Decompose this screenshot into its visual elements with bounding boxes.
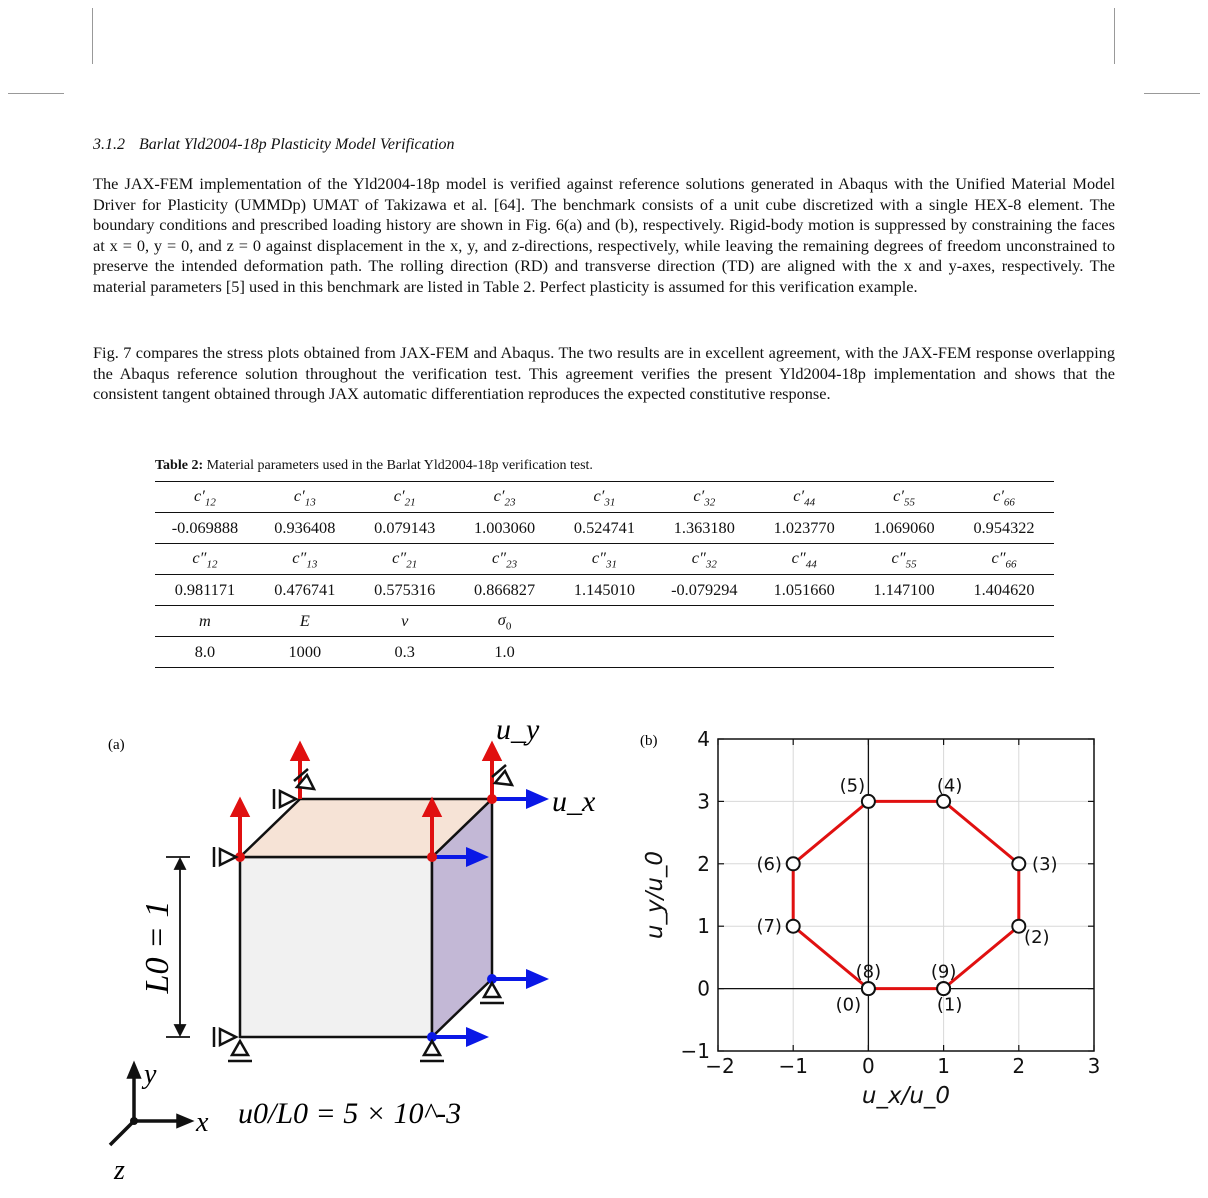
origin-dot [130, 1117, 138, 1125]
table-header-cell: $c''_{23}$ [455, 544, 555, 575]
table-value-cell: 0.866827 [455, 575, 555, 606]
table-empty-cell [754, 606, 854, 637]
table-empty-cell [854, 606, 954, 637]
table-header-cell: $c'_{31}$ [555, 482, 655, 513]
y-tick-label: 1 [697, 914, 710, 939]
point-label: (6) [756, 853, 782, 875]
loading-point [862, 795, 875, 808]
table-empty-cell [954, 606, 1054, 637]
table-caption-text: Material parameters used in the Barlat Yld2004-18p verification test. [206, 458, 593, 473]
axis-z-label: z [114, 1155, 125, 1186]
table-header-cell: $c'_{66}$ [954, 482, 1054, 513]
x-tick-label: 0 [862, 1054, 875, 1078]
table-header-cell: $c'_{44}$ [754, 482, 854, 513]
table-value-row [155, 637, 1054, 668]
length-label: L0 = 1 [139, 900, 176, 994]
table-value-cell: 0.954322 [954, 513, 1054, 544]
x-tick-label: 3 [1087, 1054, 1101, 1078]
table-value-cell: 0.575316 [355, 575, 455, 606]
y-tick-label: 3 [697, 789, 710, 814]
table-header-cell: $c''_{66}$ [954, 544, 1054, 575]
table-empty-cell [854, 637, 954, 668]
loading-point [862, 982, 875, 995]
table-value-cell: 0.524741 [555, 513, 655, 544]
table-value-cell: -0.079294 [654, 575, 754, 606]
table-header-cell: $c'_{55}$ [854, 482, 954, 513]
point-label: (4) [936, 775, 963, 797]
point-label: (8) [855, 961, 882, 983]
y-tick-label: −1 [680, 1039, 710, 1063]
table-header-cell: $c'_{32}$ [654, 482, 754, 513]
table-header-cell: $c''_{13}$ [255, 544, 355, 575]
point-label: (5) [839, 775, 866, 797]
table-empty-cell [654, 606, 754, 637]
crop-mark [1144, 93, 1200, 94]
plot-frame [718, 739, 1094, 1051]
x-tick-label: −1 [778, 1054, 808, 1078]
table-header-cell: $\sigma_0$ [455, 606, 555, 637]
y-tick-label: 0 [697, 976, 710, 1001]
crop-mark [8, 93, 64, 94]
table-empty-cell [754, 637, 854, 668]
table-value-cell: 8.0 [155, 637, 255, 668]
table-value-cell: 1.023770 [754, 513, 854, 544]
table-header-cell: m [155, 606, 255, 637]
table-header-cell: $c''_{55}$ [854, 544, 954, 575]
table-value-cell: 0.936408 [255, 513, 355, 544]
node-dot [427, 852, 437, 862]
table-header-cell: E [255, 606, 355, 637]
table-value-cell: 1.069060 [854, 513, 954, 544]
table-empty-cell [555, 606, 655, 637]
table-caption-label: Table 2: [155, 458, 204, 473]
figure-a-label: (a) [108, 737, 125, 753]
section-number: 3.1.2 [93, 136, 125, 153]
axis-y-label: y [144, 1059, 157, 1090]
loading-point [1012, 857, 1025, 870]
point-label: (9) [930, 961, 957, 983]
table-value-cell: 1.0 [455, 637, 555, 668]
table-value-cell: 0.079143 [355, 513, 455, 544]
ux-label: u_x [552, 785, 596, 818]
y-tick-label: 4 [697, 727, 710, 751]
point-label: (7) [756, 916, 782, 938]
x-tick-label: −2 [705, 1054, 735, 1078]
table-value-cell: 1.003060 [455, 513, 555, 544]
crop-mark [1114, 8, 1115, 64]
uy-label: u_y [496, 713, 540, 746]
table-value-cell: 1.404620 [954, 575, 1054, 606]
crop-mark [92, 8, 93, 64]
table-header-cell: $c''_{32}$ [654, 544, 754, 575]
table-value-cell: -0.069888 [155, 513, 255, 544]
table-header-cell: $c'_{21}$ [355, 482, 455, 513]
table-value-cell: 1000 [255, 637, 355, 668]
paragraph: The JAX-FEM implementation of the Yld2004-18p model is verified against reference solutions generated in Abaqus with the Unified Material Model Driver for Plasticity (UMMDp) UMAT of Takizawa et al. [64]. The benchmark consists of a unit cube discretized with a single HEX-8 element. The boundary conditions and prescribed loading history are shown in Fig. 6(a) and (b), respectively. Rigid-body motion is suppressed by constraining the faces at x = 0, y = 0, and z = 0 against displacement in the x, y, and z-directions, respectively, while leaving the remaining degrees of freedom unconstrained to preserve the intended deformation path. The rolling direction (RD) and transverse direction (TD) are aligned with the x and y-axes, respectively. The material parameters [5] used in this benchmark are listed in Table 2. Perfect plasticity is assumed for this verification example. [93, 174, 1115, 296]
paragraph: Fig. 7 compares the stress plots obtained from JAX-FEM and Abaqus. The two results are in excellent agreement, with the JAX-FEM response overlapping the Abaqus reference solution throughout the verification test. This agreement verifies the present Yld2004-18p implementation and shows that the consistent tangent obtained through JAX automatic differentiation reproduces the expected constitutive response. [93, 343, 1115, 403]
table-value-cell: 1.051660 [754, 575, 854, 606]
section-heading [93, 136, 455, 154]
loading-point [787, 920, 800, 933]
loading-point [937, 982, 950, 995]
table-value-cell: 0.981171 [155, 575, 255, 606]
y-axis-label: u_y/u_0 [642, 850, 668, 940]
axis-x-label: x [196, 1107, 209, 1138]
loading-path-line [793, 801, 1019, 988]
x-tick-label: 1 [937, 1054, 950, 1078]
figure-a-cube-diagram [100, 705, 596, 1195]
table-header-row [155, 606, 1054, 637]
table-caption [155, 458, 593, 474]
table-value-cell: 0.476741 [255, 575, 355, 606]
loading-point [787, 857, 800, 870]
table-value-cell: 1.147100 [854, 575, 954, 606]
cube-front-face [240, 857, 432, 1037]
x-tick-label: 2 [1012, 1054, 1026, 1078]
point-label: (3) [1032, 853, 1058, 875]
loading-point [937, 795, 950, 808]
table-empty-cell [654, 637, 754, 668]
y-tick-label: 2 [697, 851, 710, 876]
table-value-cell: 0.3 [355, 637, 455, 668]
point-label: (1) [936, 994, 963, 1016]
table-value-row [155, 513, 1054, 544]
loading-label: u0/L0 = 5 × 10^-3 [238, 1097, 462, 1130]
x-axis-label: u_x/u_0 [861, 1083, 951, 1109]
point-label: (2) [1024, 927, 1050, 949]
table-header-cell: ν [355, 606, 455, 637]
node-dot [487, 794, 497, 804]
table-empty-cell [954, 637, 1054, 668]
parameter-table [155, 481, 1054, 668]
table-header-cell: $c''_{21}$ [355, 544, 455, 575]
table-value-row [155, 575, 1054, 606]
table-header-row [155, 482, 1054, 513]
table-header-cell: $c'_{13}$ [255, 482, 355, 513]
table-header-cell: $c'_{23}$ [455, 482, 555, 513]
figure-b-loading-path-chart [630, 705, 1110, 1195]
table-value-cell: 1.145010 [555, 575, 655, 606]
table-header-cell: $c''_{31}$ [555, 544, 655, 575]
table-header-row [155, 544, 1054, 575]
table-header-cell: $c''_{12}$ [155, 544, 255, 575]
point-label: (0) [835, 994, 862, 1016]
section-title: Barlat Yld2004-18p Plasticity Model Verification [139, 136, 455, 153]
table-header-cell: $c''_{44}$ [754, 544, 854, 575]
figure-b-label: (b) [640, 733, 658, 749]
table-empty-cell [555, 637, 655, 668]
table-header-cell: $c'_{12}$ [155, 482, 255, 513]
table-value-cell: 1.363180 [654, 513, 754, 544]
